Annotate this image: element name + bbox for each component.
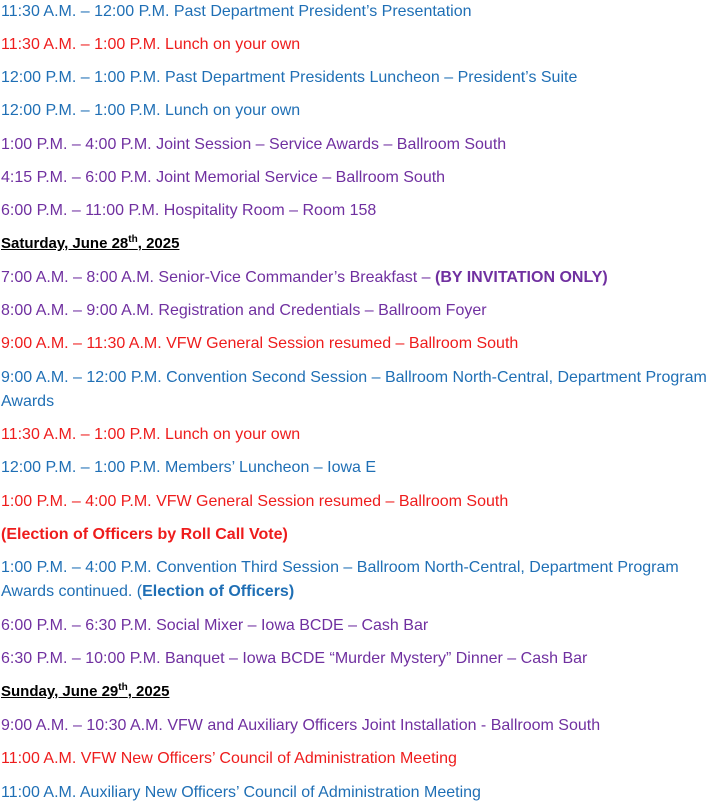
day-heading-suffix: th	[128, 234, 138, 245]
election-note: (Election of Officers by Roll Call Vote)	[1, 526, 288, 543]
schedule-item: 12:00 P.M. – 1:00 P.M. Past Department Presidents Luncheon – President’s Suite	[1, 69, 578, 86]
schedule-item: 12:00 P.M. – 1:00 P.M. Lunch on your own	[1, 102, 301, 119]
schedule-item: 4:15 P.M. – 6:00 P.M. Joint Memorial Service – Ballroom South	[1, 169, 446, 186]
schedule-item-text: 1:00 P.M. – 4:00 P.M. Convention Third Session – Ballroom North-Central, Department Program Awards continued. (	[1, 559, 679, 600]
schedule-item	[1, 268, 608, 288]
day-heading-sunday	[1, 682, 169, 702]
schedule-item: 11:00 A.M. VFW New Officers’ Council of Administration Meeting	[1, 750, 457, 767]
schedule-item: 11:30 A.M. – 12:00 P.M. Past Department President’s Presentation	[1, 3, 472, 20]
schedule-item: 11:30 A.M. – 1:00 P.M. Lunch on your own	[1, 426, 301, 443]
schedule-item: 6:30 P.M. – 10:00 P.M. Banquet – Iowa BCDE “Murder Mystery” Dinner – Cash Bar	[1, 650, 588, 667]
schedule-item-text: 7:00 A.M. – 8:00 A.M. Senior-Vice Commander’s Breakfast –	[1, 269, 435, 286]
day-heading-suffix: th	[118, 682, 128, 693]
day-heading-text: Saturday, June 28	[1, 235, 129, 252]
schedule-item	[1, 556, 707, 604]
schedule-item: 11:00 A.M. Auxiliary New Officers’ Council of Administration Meeting	[1, 784, 481, 801]
day-heading-saturday	[1, 234, 179, 254]
schedule-item: 6:00 P.M. – 6:30 P.M. Social Mixer – Iowa BCDE – Cash Bar	[1, 617, 429, 634]
schedule-item: 9:00 A.M. – 11:30 A.M. VFW General Session resumed – Ballroom South	[1, 335, 519, 352]
day-heading-year: , 2025	[127, 683, 170, 700]
schedule-item: 11:30 A.M. – 1:00 P.M. Lunch on your own	[1, 36, 301, 53]
invitation-only-note: (BY INVITATION ONLY)	[435, 269, 608, 286]
schedule-item: 1:00 P.M. – 4:00 P.M. Joint Session – Service Awards – Ballroom South	[1, 136, 507, 153]
schedule-item: 12:00 P.M. – 1:00 P.M. Members’ Luncheon – Iowa E	[1, 459, 377, 476]
schedule-item: 6:00 P.M. – 11:00 P.M. Hospitality Room – Room 158	[1, 202, 377, 219]
schedule-item: 8:00 A.M. – 9:00 A.M. Registration and Credentials – Ballroom Foyer	[1, 302, 487, 319]
day-heading-text: Sunday, June 29	[1, 683, 119, 700]
schedule-item: 9:00 A.M. – 12:00 P.M. Convention Second Session – Ballroom North-Central, Department Program Awards	[1, 369, 707, 410]
schedule-item: 9:00 A.M. – 10:30 A.M. VFW and Auxiliary Officers Joint Installation - Ballroom South	[1, 717, 601, 734]
schedule-item: 1:00 P.M. – 4:00 P.M. VFW General Session resumed – Ballroom South	[1, 493, 509, 510]
election-of-officers-note: Election of Officers)	[142, 583, 295, 600]
day-heading-year: , 2025	[137, 235, 180, 252]
